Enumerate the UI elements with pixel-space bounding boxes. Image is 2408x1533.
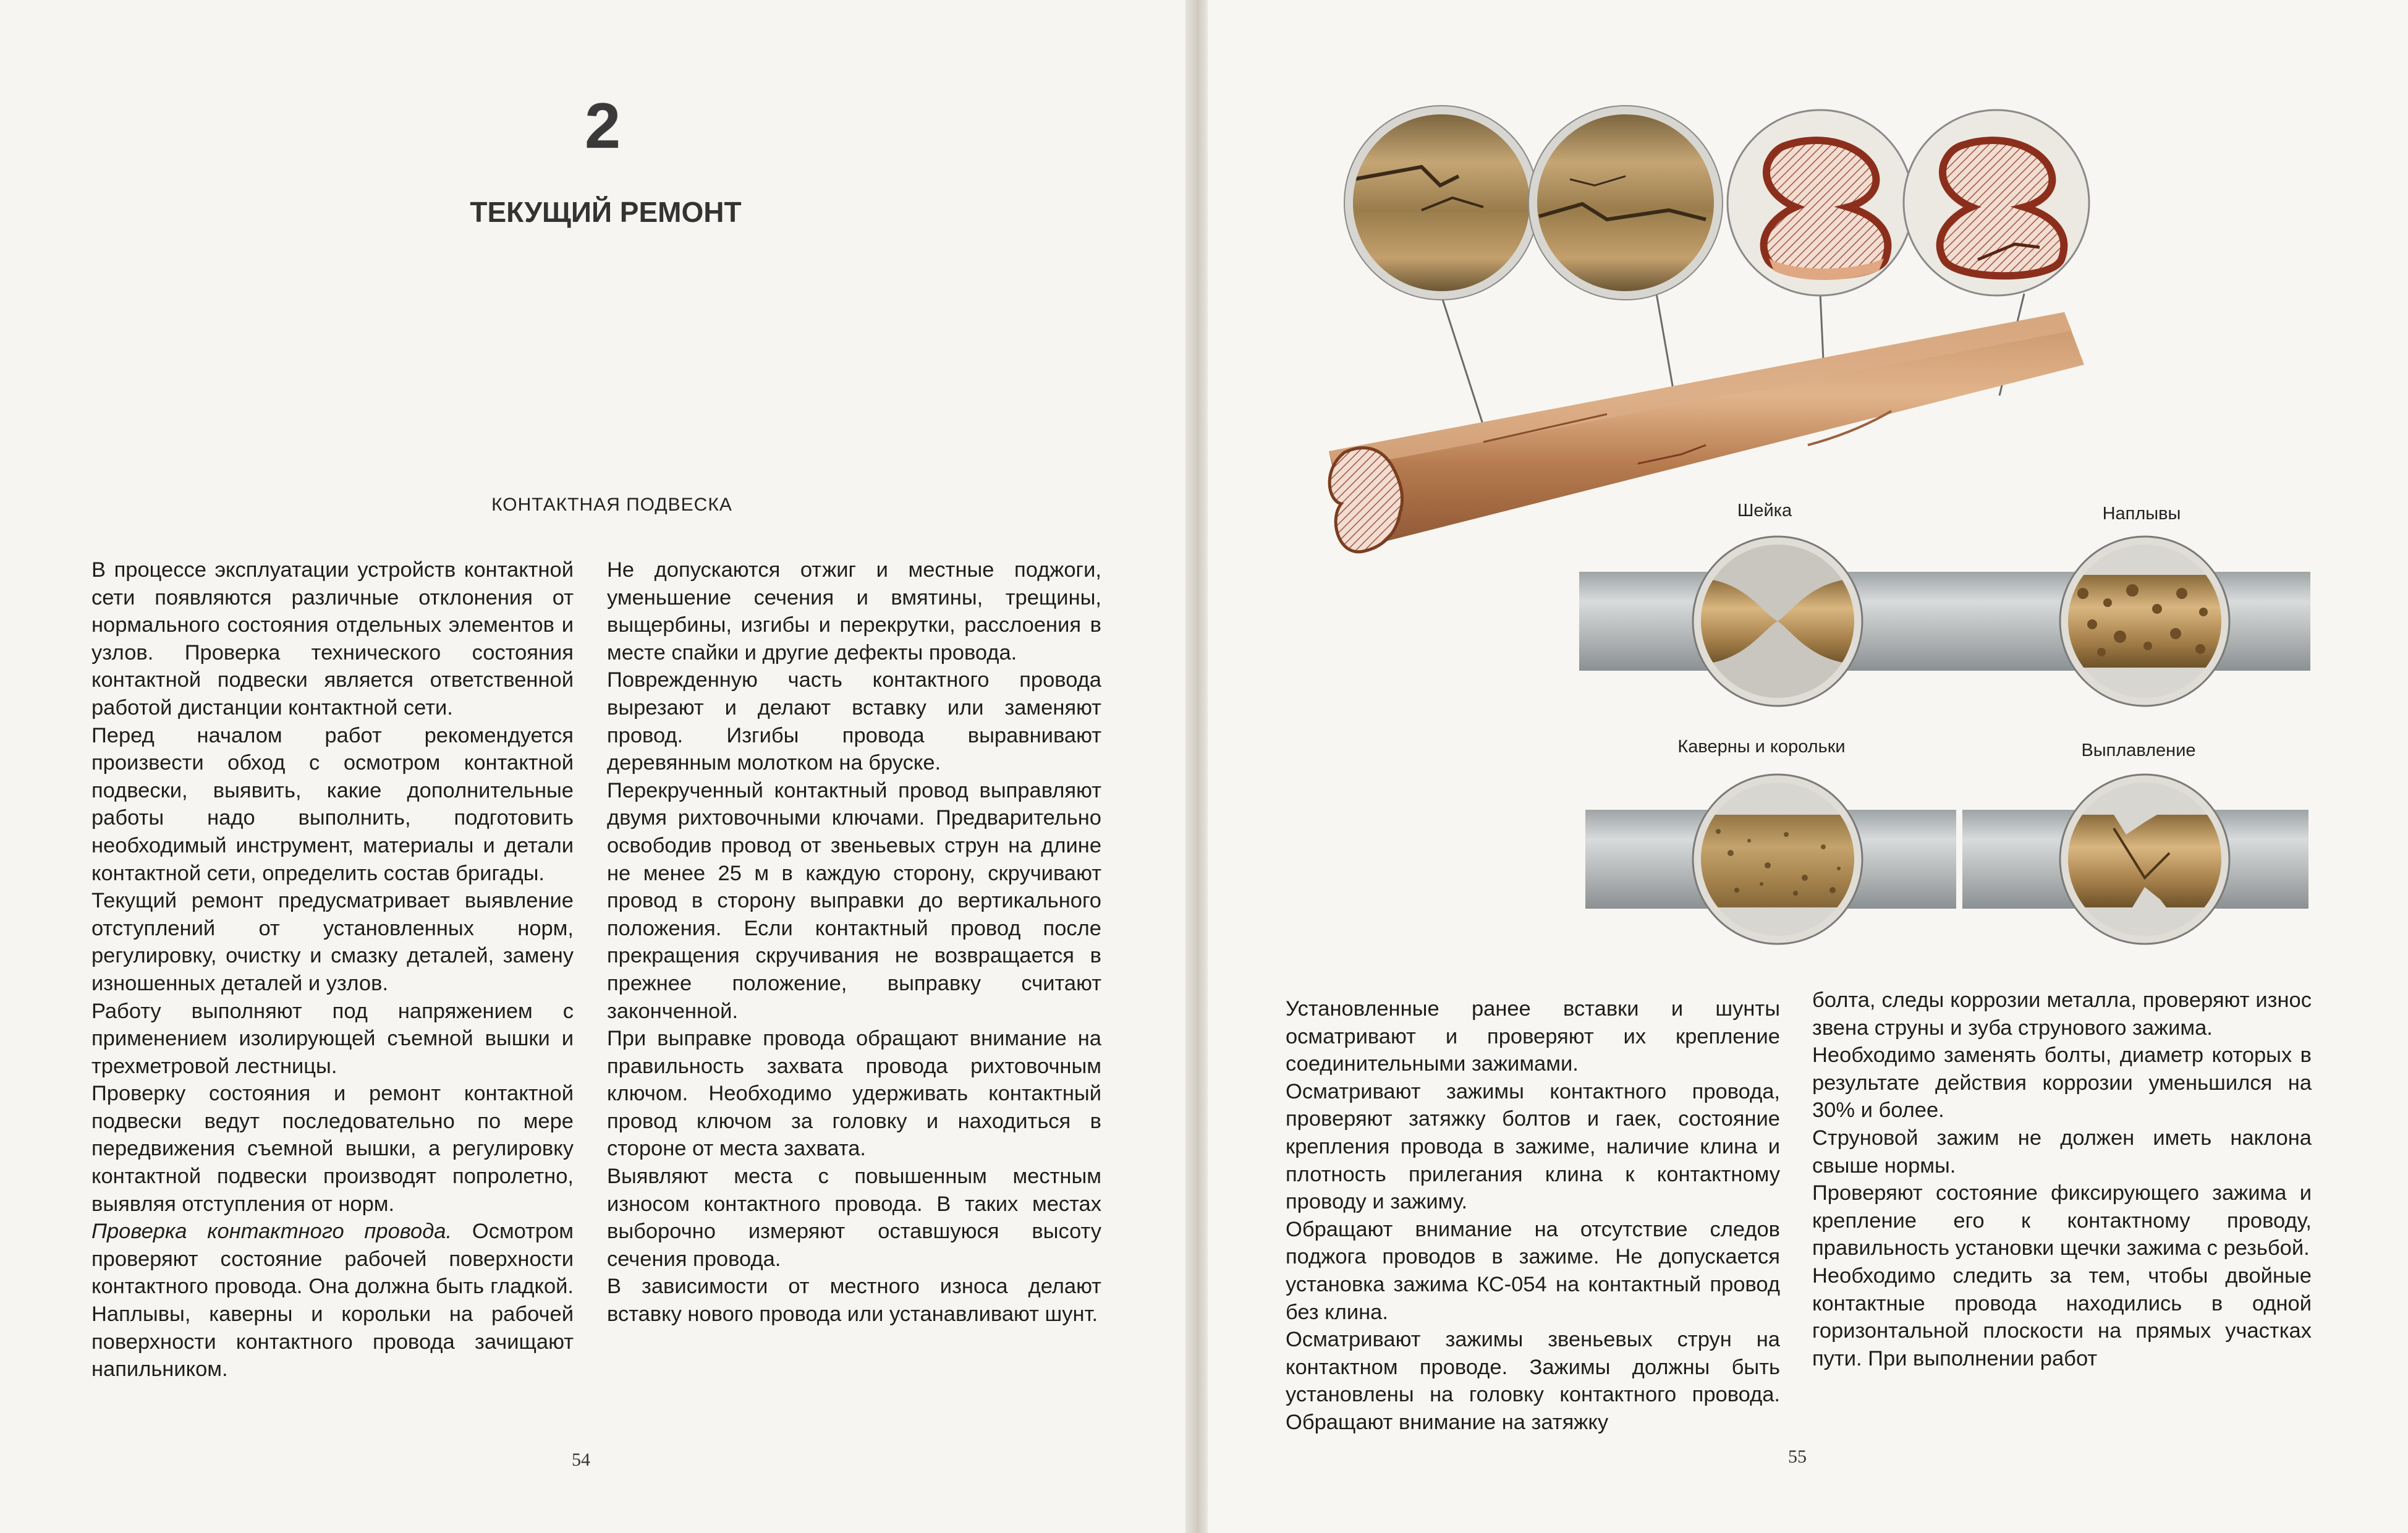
chapter-number: 2: [585, 90, 621, 162]
magnifier-crack-2: [1528, 105, 1723, 300]
paragraph: Необходимо заменять болты, диаметр которых в результате действия коррозии уменьшился на 30% и более.: [1812, 1043, 2312, 1123]
paragraph: Необходимо следить за тем, чтобы двойные контактные провода находились в одной горизонтальной плоскости на прямых участках пути. При выполнении работ: [1812, 1263, 2312, 1370]
defect-caverns: [1585, 775, 1956, 944]
magnifier-section-1: [1728, 110, 1913, 295]
paragraph: [91, 1218, 574, 1383]
paragraph: Выявляют места с повышенным местным износом контактного провода. В таких местах выборочно измеряют оставшуюся высоту сечения провода.: [607, 1165, 1101, 1271]
chapter-title: ТЕКУЩИЙ РЕМОНТ: [470, 196, 742, 228]
paragraph: Струновой зажим не должен иметь наклона свыше нормы.: [1812, 1126, 2312, 1178]
paragraph-text: Осмотром проверяют состояние рабочей поверхности контактного провода. Она должна быть гладкой. Наплывы, каверны и корольки на рабочей поверхности контактного провода зачищают напильником.: [91, 1220, 574, 1382]
right-column-2: [1812, 987, 2312, 1372]
label-overflows: Наплывы: [2102, 504, 2181, 524]
page-number-left: 54: [572, 1450, 590, 1470]
contact-wire: [1329, 312, 2084, 552]
magnifier-section-2: [1904, 110, 2089, 295]
paragraph: Установленные ранее вставки и шунты осматривают и проверяют их крепление соединительными зажимами.: [1286, 997, 1780, 1076]
label-melting: Выплавление: [2081, 741, 2196, 760]
paragraph: болта, следы коррозии металла, проверяют износ звена струны и зуба струнового зажима.: [1812, 988, 2312, 1040]
paragraph: Работу выполняют под напряжением с применением изолирующей съемной вышки и трехметровой лестницы.: [91, 999, 574, 1078]
paragraph: Обращают внимание на отсутствие следов поджога проводов в зажиме. Не допускается установка зажима КС-054 на контактный провод без клина.: [1286, 1217, 1780, 1324]
paragraph: Перед началом работ рекомендуется произвести обход с осмотром контактной подвески, выявить, какие дополнительные работы надо выполнить, подготовить необходимый инструмент, материалы и детали контактной сети, определить состав бригады.: [91, 723, 574, 885]
paragraph: При выправке провода обращают внимание на правильность захвата провода рихтовочным ключом. Необходимо удерживать контактный провод ключом за головку и находиться в стороне от места захвата.: [607, 1027, 1101, 1161]
paragraph: Перекрученный контактный провод выправляют двумя рихтовочными ключами. Предварительно освободив провод от звеньевых струн на длине не менее 25 м в каждую сторону, скручивают провод в сторону выправки до вертикального положения. Если контактный провод после прекращения скручивания не возвращается в прежнее положение, выправку считают законченной.: [607, 778, 1101, 1023]
section-title: КОНТАКТНАЯ ПОДВЕСКА: [491, 495, 732, 515]
paragraph: Осматривают зажимы контактного провода, проверяют затяжку болтов и гаек, состояние крепления провода в зажиме, наличие клина и плотность прилегания клина к контактному проводу и зажиму.: [1286, 1079, 1780, 1214]
paragraph: В процессе эксплуатации устройств контактной сети появляются различные отклонения от нормального состояния отдельных элементов и узлов. Проверка технического состояния контактной подвески является ответственной работой дистанции контактной сети.: [91, 558, 574, 720]
paragraph: Проверку состояния и ремонт контактной подвески ведут последовательно по мере передвижения съемной вышки, а регулировку контактной подвески производят попролетно, выявляя отступления от норм.: [91, 1082, 574, 1216]
defect-melting: [1962, 775, 2308, 944]
right-column-1: [1286, 995, 1780, 1437]
defect-neck: [1579, 537, 1975, 706]
paragraph: Осматривают зажимы звеньевых струн на контактном проводе. Зажимы должны быть установлены на головку контактного провода. Обращают внимание на затяжку: [1286, 1328, 1780, 1434]
label-caverns: Каверны и корольки: [1677, 737, 1846, 757]
page-number-right: 55: [1788, 1446, 1807, 1467]
paragraph: Проверяют состояние фиксирующего зажима и крепление его к контактному проводу, правильность установки щечки зажима с резьбой.: [1812, 1181, 2312, 1260]
magnifier-crack-1: [1344, 105, 1539, 300]
paragraph: Текущий ремонт предусматривает выявление отступлений от установленных норм, регулировку, очистку и смазку деталей, замену изношенных деталей и узлов.: [91, 889, 574, 995]
paragraph: Не допускаются отжиг и местные поджоги, уменьшение сечения и вмятины, трещины, выщербины, изгибы и перекрутки, расслоения в месте спайки и другие дефекты провода.: [607, 558, 1101, 665]
italic-lead: Проверка контактного провода.: [91, 1220, 452, 1244]
paragraph: В зависимости от местного износа делают вставку нового провода или устанавливают шунт.: [607, 1275, 1101, 1327]
defect-overflows: [1958, 537, 2310, 706]
label-neck: Шейка: [1737, 501, 1792, 520]
paragraph: Поврежденную часть контактного провода вырезают и делают вставку или заменяют провод. Изгибы провода выравнивают деревянным молотком на бруске.: [607, 668, 1101, 775]
